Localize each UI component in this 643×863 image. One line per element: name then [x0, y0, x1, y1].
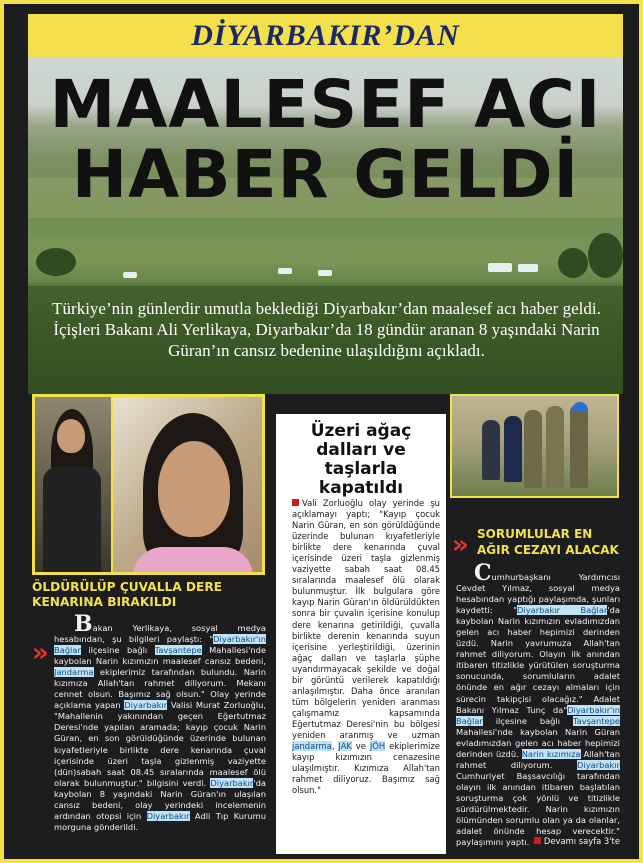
headline-line-2: HABER GELDİ [71, 136, 580, 213]
text-run: ekiplerimize kayıp kızımızın cenazesine ulaşılmıştır. Kızımıza Allah'tan rahmet diliyoruz. Başımız sağ olsun." [292, 741, 441, 796]
highlight-run: Diyarbakır [210, 777, 254, 788]
continue-text: Devamı sayfa 3'te [543, 836, 620, 846]
photo-left [35, 397, 111, 575]
person-shape [546, 406, 564, 488]
text-run: , [331, 741, 339, 752]
helmet-shape [572, 402, 588, 412]
highlight-run: Diyarbakır'ın Bağlar [54, 634, 266, 656]
body-shape [43, 467, 101, 575]
person-shape [482, 420, 500, 480]
text-run: umhurbaşkanı Yardımcısı Cevdet Yılmaz, sosyal medya hesabından yaptığı paylaşımda, şunları kaydetti: " [456, 572, 620, 616]
person-shape [570, 404, 588, 488]
face-shape [57, 419, 85, 453]
photo-right [113, 397, 265, 575]
highlight-run: Diyarbakır'ın Bağlar [456, 704, 620, 726]
person-shape [524, 410, 542, 488]
middle-article-body [292, 498, 440, 796]
text-run: Mahallesi'nde kaybolan Narin kızımızın maalesef cansız bedeni, [54, 645, 266, 667]
vehicle-shape [123, 272, 137, 278]
lead-paragraph: Türkiye’nin günlerdir umutla beklediği Diyarbakır’dan maalesef acı haber geldi. İçişleri Bakanı Ali Yerlikaya, Diyarbakır’da 18 gündür aranan 8 yaşındaki Narin Güran’ın cansız bedenine ulaşıldığını açıkladı. [52, 299, 601, 360]
vehicle-shape [278, 268, 292, 274]
highlight-run: jandarma [292, 741, 332, 752]
vehicle-shape [518, 264, 538, 272]
highlight-run: Narin kızımıza [521, 748, 581, 759]
highlight-run: JÖH [369, 741, 386, 752]
victim-photos [32, 394, 265, 575]
headline-line-1: MAALESEF ACI [49, 66, 602, 143]
tree-shape [588, 233, 623, 278]
double-chevron-right-icon: » [32, 638, 49, 668]
red-square-bullet-icon [292, 499, 299, 506]
text-run: akan Yerlikaya, sosyal medya hesabından, şu bilgileri paylaştı: " [54, 623, 266, 645]
tree-shape [36, 248, 76, 276]
highlight-run: JAK [338, 741, 352, 752]
text-run: Cumhuriyet Başsavcılığı tarafından olayın ilk anından itibaren başlatılan soruşturma çok yönlü ve titizlikle sürdürülmektedir. Narin kızımızın ölümünden sorumlu olan ya da olanlar, adalet önünde hesap verecektir." paylaşımını yaptı. [456, 770, 620, 848]
text-run: ekiplerimiz tarafından bulundu. Narin kızımıza Allah'tan rahmet diliyorum. Mekanı cennet olsun. Başımız sağ olsun." Olay yerinde açıklama yapan [54, 667, 266, 711]
search-team-photo [450, 394, 619, 498]
highlight-run: Diyarbakır Bağlar [517, 605, 608, 616]
dropcap: B [74, 611, 93, 637]
text-run: ilçesine bağlı [80, 645, 155, 656]
highlight-run: Tavşantepe [154, 645, 202, 656]
red-square-bullet-icon [534, 837, 541, 844]
left-article-body [54, 611, 266, 833]
text-run: ilçesine bağlı [482, 715, 573, 726]
text-run: 'da kaybolan 8 yaşındaki Narin Güran'ın ulaşılan cansız bedeni, olay yerindeki incelemenin ardından otopsi için [54, 777, 266, 821]
text-run: 'da kaybolan Narin kızımızın evladımızdan gelen acı haber hepimizi derinden üzdü. Narin yavrumuza Allah'tan rahmet diliyorum. Olayın ilk anından itibaren titizlikle yürütülen soruşturma sonucunda, sorumluların adalet önünde en ağır cezayı almaları için sürecin takipçisi olacağız." Adalet Bakanı Yılmaz Tunç da" [456, 605, 620, 715]
text-run: Vali Zorluoğlu olay yerinde şu açıklamayı yaptı; "Kayıp çocuk Narin Güran, en son görüldüğünde üzerinde bulunan kıyafetleriyle birlikte dere kenarında çuval içerisinde üzeri taşla gizlenmiş vaziyette sabah saat 08.45 sıralarında maalesef ölü olarak bulunmuştur. İlk bulgulara göre kayıp Narin Güran'ın öldürüldükten sonra bir çuvalın içerisine konulup dere kenarına getirildiği, çuvalla birlikte derenin kenarında suyun içerisine yerleştirildiği, üzerinin ağaç dalları ve taşlarla şüphe uyandırmayacak şekilde ve doğal bir görüntü verilerek kapatıldığı anlaşılmıştır. Daha önce aranılan tüm bölgelerin yeniden aranması çalışmamız kapsamında Eğertutmaz Deresi'nin bu bölgesi yeniden aranmış ve uzman [292, 498, 440, 740]
kicker-title: DİYARBAKIR’DAN [28, 14, 623, 58]
shirt-shape [133, 547, 253, 575]
double-chevron-right-icon: » [452, 530, 469, 560]
text-run: Allah'tan rahmet diliyorum. [456, 748, 620, 770]
right-article-title: SORUMLULAR EN AĞIR CEZAYI ALACAK [477, 527, 619, 557]
continue-note [456, 836, 620, 847]
text-run: Valisi Murat Zorluoğlu, "Mahallenin yakınından geçen Eğertutmaz Deresi'nde yapılan aramada; kayıp çocuk Narin Güran, en son görüldüğünde üzerinde bulunan kıyafetleriyle birlikte dere kenarında çuval içerisinde üzeri taşla gizlenmiş vaziyette (dün)sabah saat 08.45 sıralarında maalesef ölü olarak bulunmuştur." bilgisini verdi. [54, 700, 266, 788]
person-shape [504, 416, 522, 482]
text-run: Adli Tıp Kurumu morguna gönderildi. [54, 810, 266, 832]
face-shape [158, 441, 230, 537]
highlight-run: Jandarma [54, 667, 94, 678]
highlight-run: Diyarbakır [124, 700, 168, 711]
highlight-run: Diyarbakır [146, 810, 190, 821]
tree-shape [558, 248, 588, 278]
hero-photo [28, 58, 623, 394]
text-run: Mahallesi'nde kaybolan Narin Güran evladımızdan gelen acı haber hepimizi derinden üzdü. [456, 726, 620, 759]
dropcap: C [474, 560, 492, 586]
highlight-run: Diyarbakır [577, 759, 620, 770]
main-headline [28, 66, 623, 213]
right-article-body [456, 560, 620, 848]
field-stripe [28, 236, 623, 266]
middle-article-card [276, 414, 446, 854]
highlight-run: Tavşantepe [572, 715, 620, 726]
text-run: ve [351, 741, 370, 752]
vehicle-shape [318, 270, 332, 276]
middle-article-title: Üzeri ağaç dalları ve taşlarla kapatıldı [310, 421, 412, 498]
vehicle-shape [488, 263, 512, 272]
left-article-title: ÖLDÜRÜLÜP ÇUVALLA DERE KENARINA BIRAKILDI [32, 580, 223, 609]
